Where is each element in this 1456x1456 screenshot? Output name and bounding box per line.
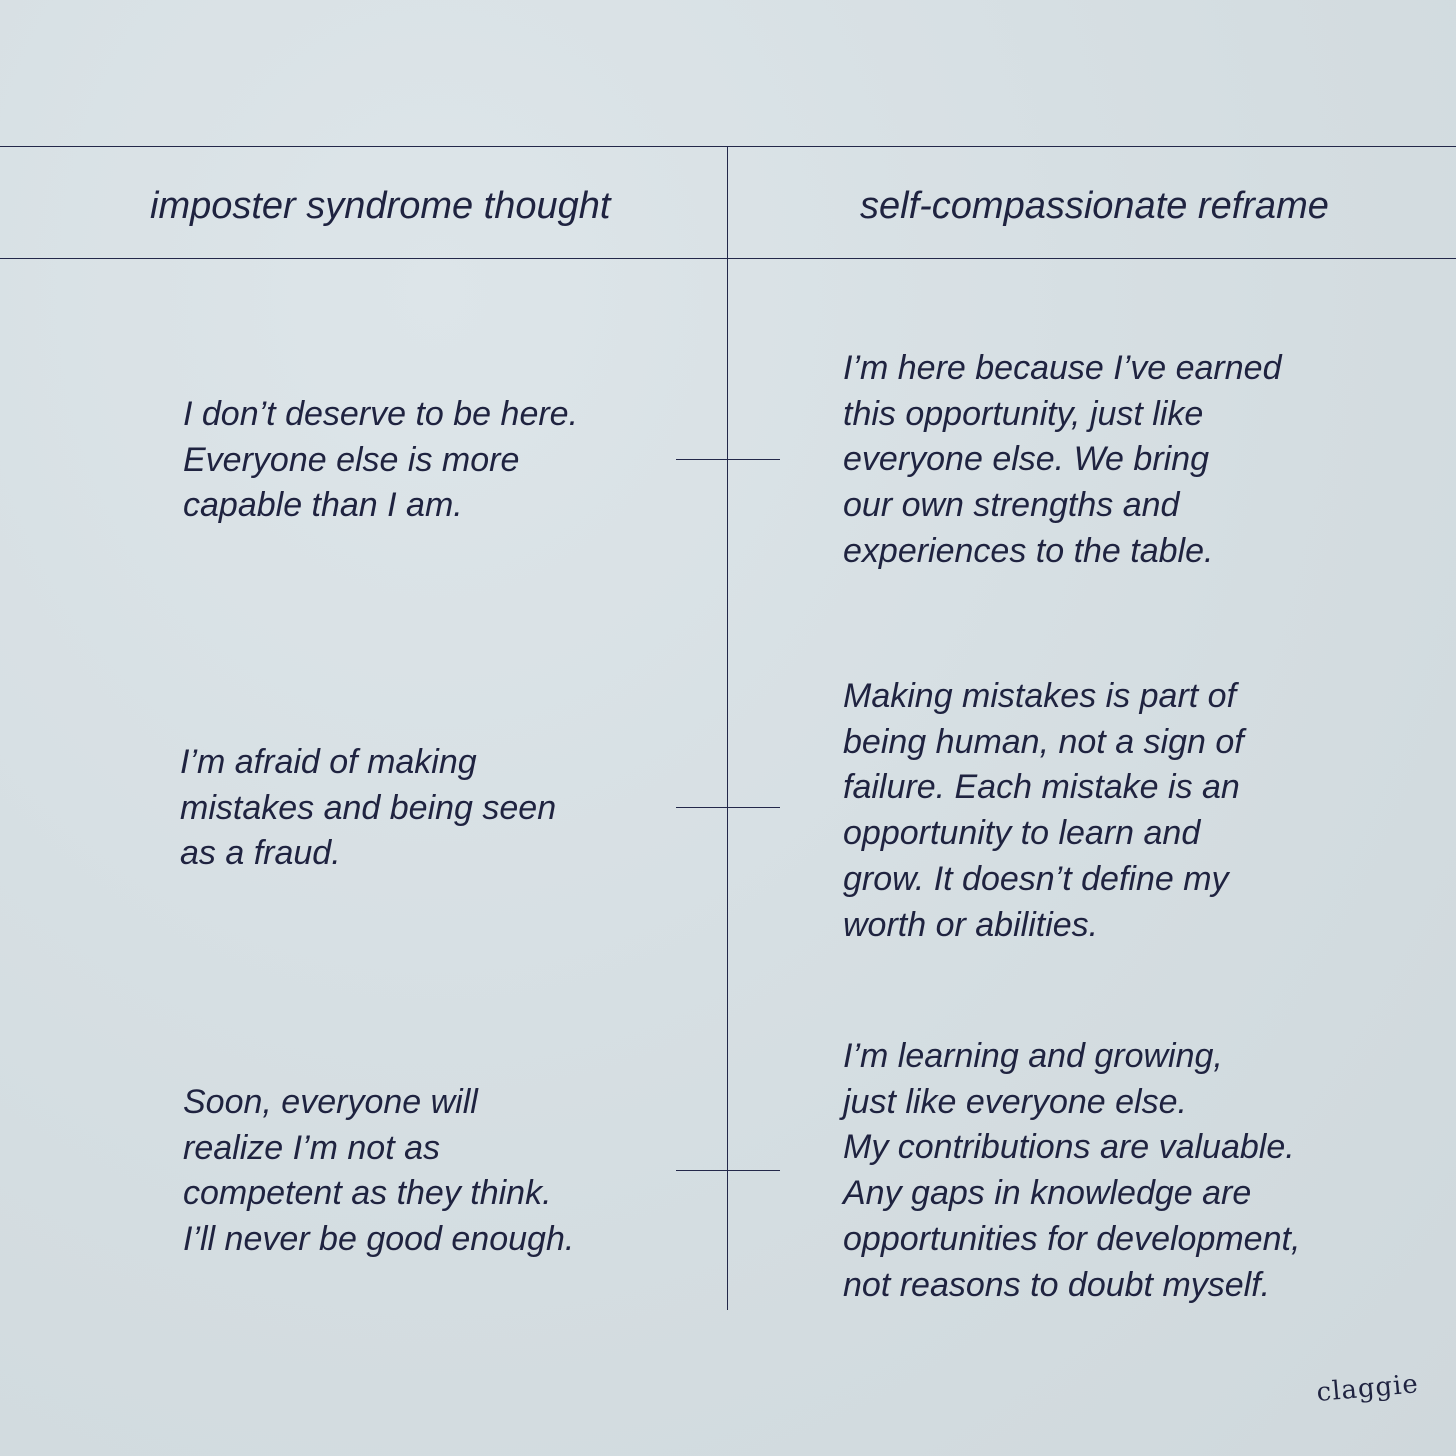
thought-cell-1: I don’t deserve to be here. Everyone else is more capable than I am. xyxy=(183,395,579,525)
header-self-compassionate-reframe: self-compassionate reframe xyxy=(860,185,1329,227)
thought-cell-3: Soon, everyone will realize I’m not as competent as they think. I’ll never be good enough. xyxy=(183,1083,575,1259)
row-tick-2 xyxy=(676,807,780,808)
header-top-rule xyxy=(0,146,1456,147)
column-divider xyxy=(727,146,728,1310)
header-bottom-rule xyxy=(0,258,1456,259)
header-imposter-thought: imposter syndrome thought xyxy=(150,185,611,227)
reframe-cell-3: I’m learning and growing, just like everyone else. My contributions are valuable. Any gaps in knowledge are opportunities for development, not reasons to doubt myself. xyxy=(843,1037,1301,1304)
row-tick-1 xyxy=(676,459,780,460)
claggie-signature: claggie xyxy=(1315,1369,1420,1408)
reframe-cell-1: I’m here because I’ve earned this opportunity, just like everyone else. We bring our own strengths and experiences to the table. xyxy=(843,349,1282,570)
reframe-cell-2: Making mistakes is part of being human, not a sign of failure. Each mistake is an opportunity to learn and grow. It doesn’t define my worth or abilities. xyxy=(843,677,1244,944)
row-tick-3 xyxy=(676,1170,780,1171)
thought-cell-2: I’m afraid of making mistakes and being seen as a fraud. xyxy=(180,743,557,873)
